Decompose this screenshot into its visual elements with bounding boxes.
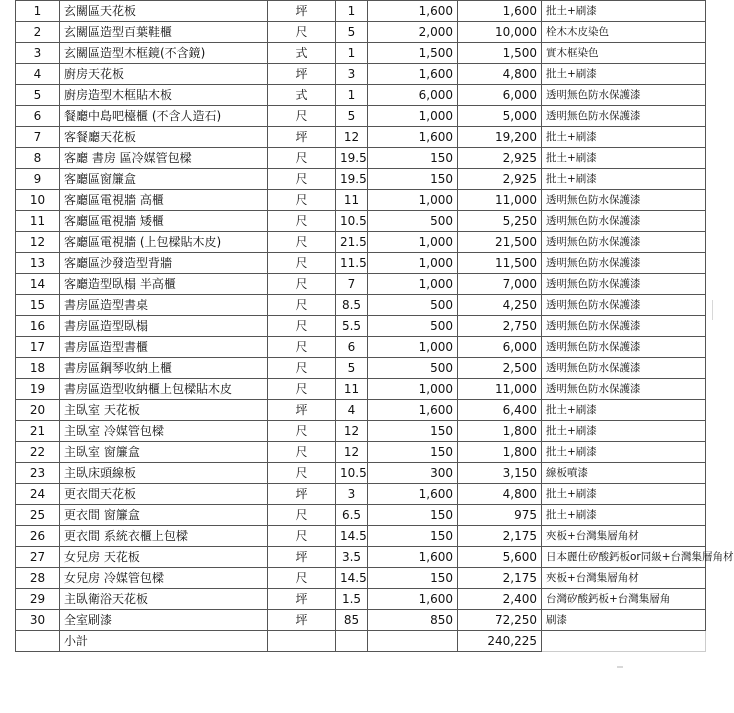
row-unit: 坪 [268,400,336,421]
row-item: 主臥室 窗簾盒 [60,442,268,463]
row-unit: 尺 [268,148,336,169]
row-quantity: 1 [336,1,368,22]
row-amount: 1,600 [458,1,542,22]
row-item: 客餐廳天花板 [60,127,268,148]
table-row [16,106,706,127]
row-index: 15 [16,295,60,316]
row-amount: 6,000 [458,337,542,358]
row-item: 主臥室 冷媒管包樑 [60,421,268,442]
row-item: 書房區造型書桌 [60,295,268,316]
row-unit-price: 1,600 [368,1,458,22]
table-row [16,22,706,43]
table-row [16,484,706,505]
row-item: 書房區造型收納櫃上包樑貼木皮 [60,379,268,400]
row-unit-price: 1,500 [368,43,458,64]
row-index: 6 [16,106,60,127]
row-unit-price: 1,600 [368,547,458,568]
row-amount: 2,925 [458,148,542,169]
row-unit-price: 1,000 [368,253,458,274]
row-note: 批土+刷漆 [542,442,706,463]
row-quantity: 12 [336,127,368,148]
row-note: 透明無色防水保護漆 [542,337,706,358]
row-unit-price: 150 [368,169,458,190]
row-note: 日本麗仕矽酸鈣板or同級+台灣集層角材 [542,547,706,568]
row-note: 批土+刷漆 [542,169,706,190]
row-index: 29 [16,589,60,610]
table-row [16,43,706,64]
row-amount: 6,400 [458,400,542,421]
row-unit: 坪 [268,589,336,610]
row-index: 10 [16,190,60,211]
row-note: 透明無色防水保護漆 [542,232,706,253]
table-row [16,1,706,22]
row-amount: 2,925 [458,169,542,190]
row-quantity: 8.5 [336,295,368,316]
row-note: 批土+刷漆 [542,64,706,85]
row-unit: 尺 [268,106,336,127]
row-item: 全室刷漆 [60,610,268,631]
row-unit: 式 [268,85,336,106]
row-unit: 坪 [268,484,336,505]
row-amount: 11,500 [458,253,542,274]
row-index: 25 [16,505,60,526]
row-quantity: 6 [336,337,368,358]
row-amount: 2,400 [458,589,542,610]
row-note: 批土+刷漆 [542,484,706,505]
row-amount: 1,800 [458,442,542,463]
table-row [16,274,706,295]
row-quantity: 5 [336,106,368,127]
table-row [16,316,706,337]
row-unit: 尺 [268,505,336,526]
table-row [16,400,706,421]
row-index: 28 [16,568,60,589]
row-amount: 4,800 [458,484,542,505]
row-unit-price: 6,000 [368,85,458,106]
row-item: 客廳區窗簾盒 [60,169,268,190]
row-item: 主臥床頭線板 [60,463,268,484]
row-note: 批土+刷漆 [542,505,706,526]
row-quantity: 1 [336,85,368,106]
row-quantity: 11.5 [336,253,368,274]
row-unit: 尺 [268,211,336,232]
row-item: 女兒房 天花板 [60,547,268,568]
row-quantity: 10.5 [336,211,368,232]
row-item: 客廳區沙發造型背牆 [60,253,268,274]
row-note: 透明無色防水保護漆 [542,295,706,316]
table-row [16,253,706,274]
row-quantity: 14.5 [336,526,368,547]
subtotal-unit [268,631,336,652]
row-item: 主臥衛浴天花板 [60,589,268,610]
row-item: 主臥室 天花板 [60,400,268,421]
row-note: 台灣矽酸鈣板+台灣集層角 [542,589,706,610]
table-row [16,526,706,547]
row-unit: 尺 [268,274,336,295]
row-amount: 1,800 [458,421,542,442]
scan-edge-mark [617,666,623,668]
row-quantity: 4 [336,400,368,421]
row-unit-price: 1,600 [368,127,458,148]
row-quantity: 7 [336,274,368,295]
row-index: 13 [16,253,60,274]
row-unit: 尺 [268,421,336,442]
table-row [16,568,706,589]
row-note: 實木框染色 [542,43,706,64]
row-index: 16 [16,316,60,337]
row-unit: 尺 [268,22,336,43]
row-note: 透明無色防水保護漆 [542,358,706,379]
table-row [16,64,706,85]
row-unit-price: 150 [368,421,458,442]
row-quantity: 5.5 [336,316,368,337]
row-note: 透明無色防水保護漆 [542,211,706,232]
row-index: 21 [16,421,60,442]
row-index: 9 [16,169,60,190]
row-index: 4 [16,64,60,85]
row-note: 批土+刷漆 [542,1,706,22]
row-amount: 1,500 [458,43,542,64]
table-row [16,379,706,400]
row-item: 玄關區造型百葉鞋櫃 [60,22,268,43]
row-index: 30 [16,610,60,631]
row-index: 1 [16,1,60,22]
row-unit-price: 1,000 [368,379,458,400]
row-quantity: 1.5 [336,589,368,610]
row-unit-price: 150 [368,526,458,547]
table-row [16,127,706,148]
row-note: 透明無色防水保護漆 [542,316,706,337]
row-unit-price: 500 [368,358,458,379]
table-row [16,463,706,484]
row-quantity: 1 [336,43,368,64]
row-unit-price: 500 [368,211,458,232]
row-note: 線板噴漆 [542,463,706,484]
row-amount: 11,000 [458,190,542,211]
row-quantity: 6.5 [336,505,368,526]
row-unit: 尺 [268,295,336,316]
row-unit-price: 850 [368,610,458,631]
row-quantity: 3 [336,484,368,505]
row-note: 透明無色防水保護漆 [542,379,706,400]
row-quantity: 11 [336,190,368,211]
quote-sheet [15,0,734,652]
row-unit-price: 1,000 [368,232,458,253]
row-unit: 尺 [268,232,336,253]
row-amount: 2,175 [458,568,542,589]
row-note: 夾板+台灣集層角材 [542,526,706,547]
row-amount: 11,000 [458,379,542,400]
subtotal-index [16,631,60,652]
row-index: 26 [16,526,60,547]
row-index: 3 [16,43,60,64]
row-amount: 19,200 [458,127,542,148]
row-note: 透明無色防水保護漆 [542,85,706,106]
table-row [16,442,706,463]
row-note: 批土+刷漆 [542,127,706,148]
row-quantity: 12 [336,421,368,442]
row-quantity: 19.5 [336,169,368,190]
row-amount: 5,600 [458,547,542,568]
row-note: 批土+刷漆 [542,421,706,442]
row-unit: 尺 [268,568,336,589]
row-item: 書房區造型臥榻 [60,316,268,337]
row-item: 更衣間 窗簾盒 [60,505,268,526]
subtotal-label: 小計 [60,631,268,652]
row-unit-price: 1,600 [368,400,458,421]
row-unit: 尺 [268,190,336,211]
row-unit-price: 150 [368,442,458,463]
row-unit: 尺 [268,526,336,547]
subtotal-price [368,631,458,652]
row-unit-price: 2,000 [368,22,458,43]
row-unit: 式 [268,43,336,64]
row-amount: 7,000 [458,274,542,295]
row-item: 餐廳中島吧檯櫃 (不含人造石) [60,106,268,127]
row-unit-price: 1,000 [368,190,458,211]
row-quantity: 11 [336,379,368,400]
row-index: 12 [16,232,60,253]
row-index: 27 [16,547,60,568]
row-amount: 5,250 [458,211,542,232]
row-item: 客廳區電視牆 高櫃 [60,190,268,211]
row-index: 8 [16,148,60,169]
row-unit-price: 1,000 [368,106,458,127]
row-item: 廚房造型木框貼木板 [60,85,268,106]
row-unit-price: 150 [368,505,458,526]
subtotal-qty [336,631,368,652]
row-note: 透明無色防水保護漆 [542,106,706,127]
row-amount: 72,250 [458,610,542,631]
table-row [16,589,706,610]
row-quantity: 12 [336,442,368,463]
row-unit: 尺 [268,169,336,190]
row-amount: 10,000 [458,22,542,43]
row-unit: 坪 [268,127,336,148]
row-amount: 975 [458,505,542,526]
row-item: 玄關區天花板 [60,1,268,22]
row-amount: 21,500 [458,232,542,253]
row-amount: 2,500 [458,358,542,379]
row-amount: 2,750 [458,316,542,337]
row-index: 7 [16,127,60,148]
row-unit-price: 1,600 [368,484,458,505]
row-unit-price: 500 [368,295,458,316]
row-quantity: 3.5 [336,547,368,568]
row-amount: 4,800 [458,64,542,85]
row-index: 23 [16,463,60,484]
row-note: 刷漆 [542,610,706,631]
row-index: 5 [16,85,60,106]
row-note: 栓木木皮染色 [542,22,706,43]
row-item: 客廳造型臥榻 半高櫃 [60,274,268,295]
table-row [16,337,706,358]
row-index: 17 [16,337,60,358]
row-item: 更衣間天花板 [60,484,268,505]
subtotal-total: 240,225 [458,631,542,652]
row-note: 透明無色防水保護漆 [542,190,706,211]
row-note: 透明無色防水保護漆 [542,274,706,295]
row-item: 客廳 書房 區冷媒管包樑 [60,148,268,169]
table-body [16,1,734,631]
row-unit: 坪 [268,547,336,568]
row-quantity: 5 [336,358,368,379]
row-unit: 尺 [268,253,336,274]
row-item: 客廳區電視牆 矮櫃 [60,211,268,232]
subtotal-note [542,631,706,652]
row-item: 女兒房 冷媒管包樑 [60,568,268,589]
table-row [16,232,706,253]
table-row [16,421,706,442]
table-row [16,148,706,169]
row-item: 廚房天花板 [60,64,268,85]
row-unit: 尺 [268,442,336,463]
table-row [16,211,706,232]
row-quantity: 21.5 [336,232,368,253]
row-index: 24 [16,484,60,505]
row-note: 夾板+台灣集層角材 [542,568,706,589]
row-note: 透明無色防水保護漆 [542,253,706,274]
table-row [16,169,706,190]
row-index: 2 [16,22,60,43]
row-unit-price: 300 [368,463,458,484]
table-row [16,190,706,211]
row-unit-price: 1,000 [368,337,458,358]
row-amount: 3,150 [458,463,542,484]
row-unit: 尺 [268,379,336,400]
row-index: 11 [16,211,60,232]
row-unit-price: 150 [368,568,458,589]
row-quantity: 14.5 [336,568,368,589]
row-index: 20 [16,400,60,421]
row-unit: 尺 [268,337,336,358]
table-row [16,505,706,526]
row-amount: 2,175 [458,526,542,547]
row-note: 批土+刷漆 [542,400,706,421]
row-unit-price: 500 [368,316,458,337]
row-quantity: 10.5 [336,463,368,484]
table-row [16,358,706,379]
row-unit: 尺 [268,316,336,337]
row-unit-price: 1,600 [368,64,458,85]
row-item: 客廳區電視牆 (上包樑貼木皮) [60,232,268,253]
scan-edge-mark [712,300,713,320]
row-amount: 4,250 [458,295,542,316]
row-quantity: 19.5 [336,148,368,169]
table-row [16,610,706,631]
row-quantity: 85 [336,610,368,631]
table-row [16,547,706,568]
row-index: 14 [16,274,60,295]
table-row [16,295,706,316]
row-unit-price: 150 [368,148,458,169]
row-item: 更衣間 系統衣櫃上包樑 [60,526,268,547]
row-quantity: 5 [336,22,368,43]
row-unit: 尺 [268,463,336,484]
subtotal-row [16,631,706,652]
row-item: 書房區鋼琴收納上櫃 [60,358,268,379]
row-unit: 坪 [268,610,336,631]
row-item: 玄關區造型木框鏡(不含鏡) [60,43,268,64]
row-unit-price: 1,600 [368,589,458,610]
row-unit: 尺 [268,358,336,379]
row-unit: 坪 [268,64,336,85]
row-amount: 5,000 [458,106,542,127]
row-unit: 坪 [268,1,336,22]
row-note: 批土+刷漆 [542,148,706,169]
row-unit-price: 1,000 [368,274,458,295]
row-index: 18 [16,358,60,379]
row-item: 書房區造型書櫃 [60,337,268,358]
quote-table [15,0,734,652]
row-index: 19 [16,379,60,400]
table-row [16,85,706,106]
row-amount: 6,000 [458,85,542,106]
row-quantity: 3 [336,64,368,85]
row-index: 22 [16,442,60,463]
